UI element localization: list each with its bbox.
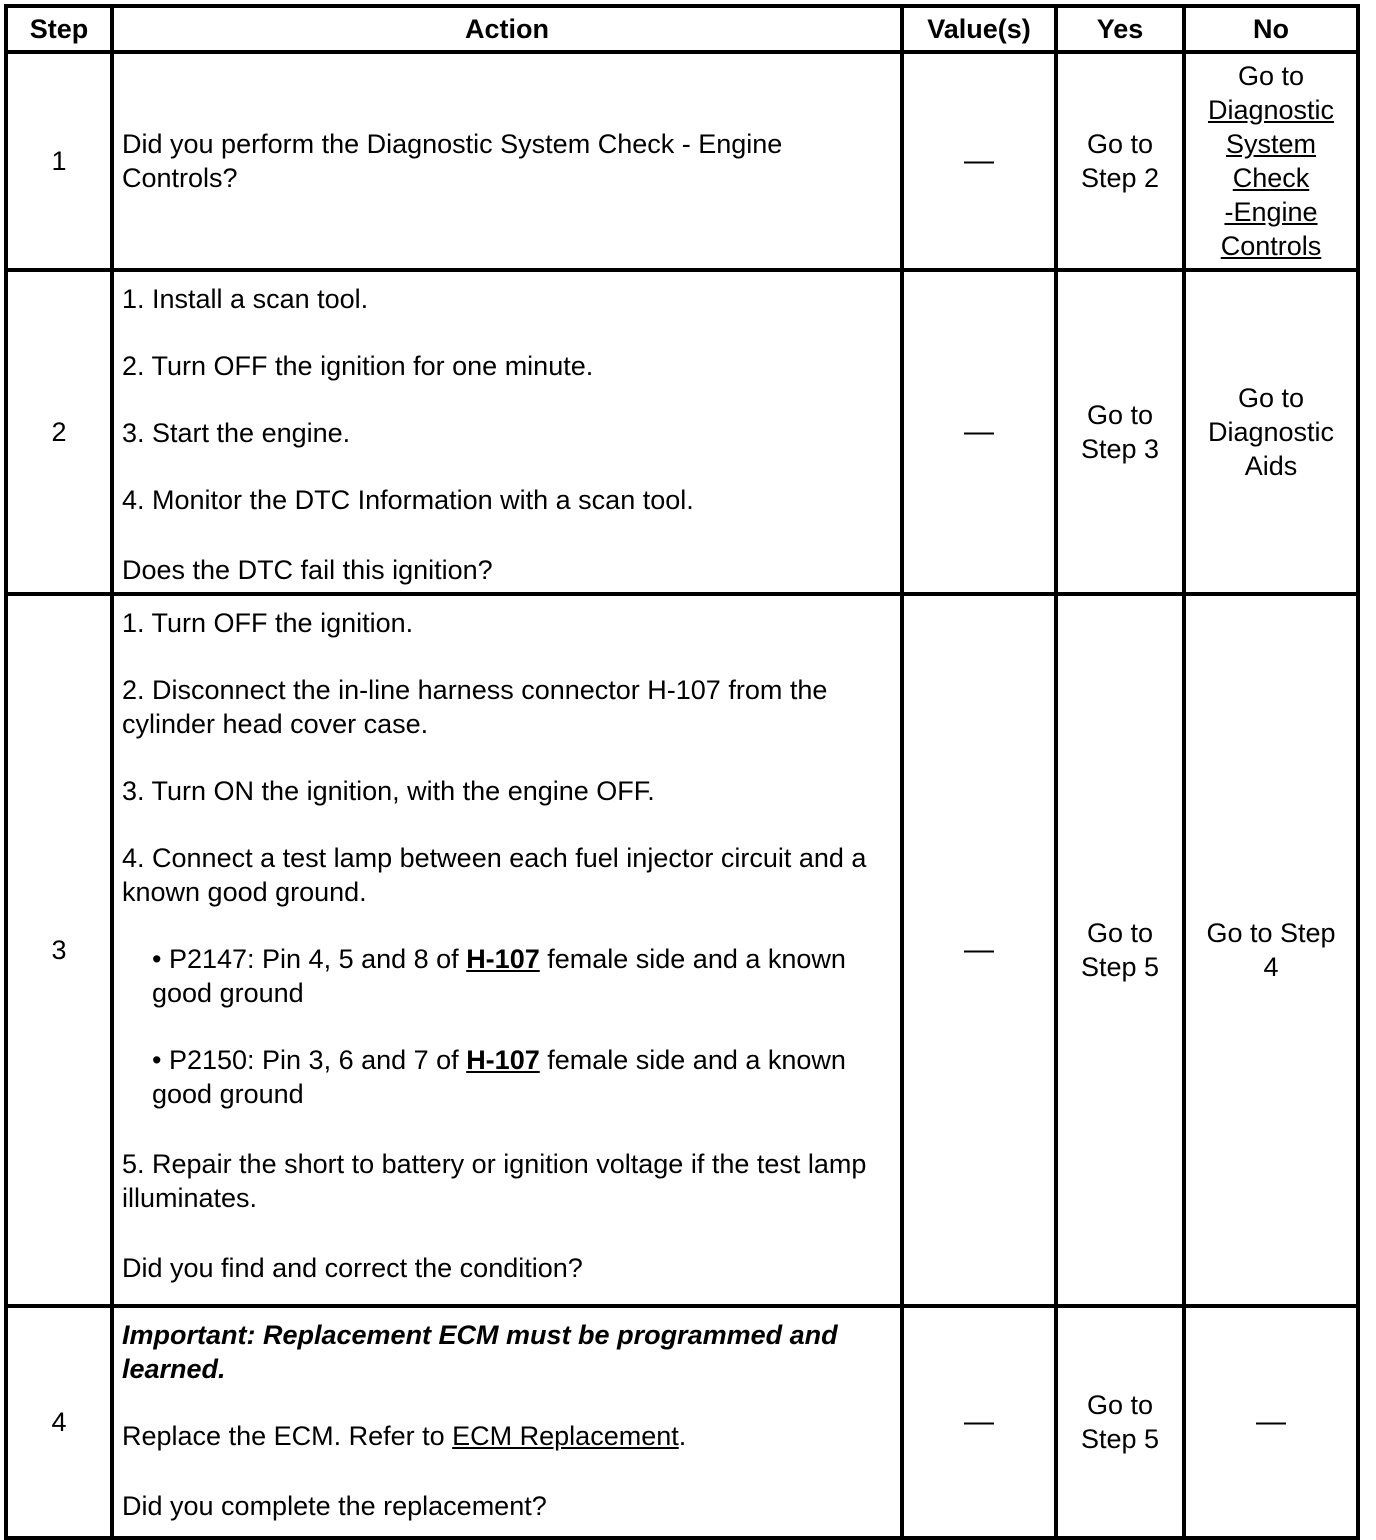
no-line: Go to [1237, 383, 1305, 413]
no-line: Go to Step [1206, 918, 1336, 948]
action-cell [112, 270, 902, 594]
step-number: 4 [6, 1306, 112, 1538]
value-cell [902, 1306, 1056, 1538]
header-step: Step [6, 6, 112, 52]
no-cell [1184, 1306, 1358, 1538]
step-number: 3 [6, 594, 112, 1306]
no-line: Diagnostic [1207, 417, 1335, 447]
h107-link[interactable]: H-107 [466, 944, 540, 974]
header-action: Action [112, 6, 902, 52]
yes-line: Go to [1086, 918, 1154, 948]
bullet-text: • P2150: Pin 3, 6 and 7 of [152, 1045, 467, 1075]
value-dash: — [964, 415, 994, 448]
diagnostic-system-check-link[interactable]: System [1225, 129, 1317, 159]
action-cell [112, 594, 902, 1306]
value-cell [902, 594, 1056, 1306]
action-text: Replace the ECM. Refer to [122, 1421, 453, 1451]
action-cell [112, 52, 902, 270]
diagnostic-table [4, 4, 1360, 1540]
no-dash: — [1256, 1405, 1286, 1438]
ecm-replacement-link[interactable]: ECM Replacement [452, 1421, 679, 1451]
action-text: . [678, 1421, 687, 1451]
no-cell [1184, 52, 1358, 270]
header-values: Value(s) [902, 6, 1056, 52]
value-cell [902, 270, 1056, 594]
action-item: 4. Monitor the DTC Information with a scan tool. [122, 485, 694, 515]
yes-cell[interactable] [1056, 594, 1184, 1306]
diagnostic-system-check-link[interactable]: Controls [1220, 231, 1322, 261]
table-row [6, 594, 1358, 1306]
action-item: 2. Turn OFF the ignition for one minute. [122, 351, 594, 381]
table-row [6, 1306, 1358, 1538]
yes-line: Step 5 [1080, 1424, 1160, 1454]
yes-line: Go to [1086, 129, 1154, 159]
yes-cell[interactable] [1056, 1306, 1184, 1538]
header-yes: Yes [1056, 6, 1184, 52]
action-cell [112, 1306, 902, 1538]
no-cell[interactable] [1184, 270, 1358, 594]
value-dash: — [964, 933, 994, 966]
action-item: 2. Disconnect the in-line harness connector H-107 from the cylinder head cover case. [122, 675, 828, 739]
header-no: No [1184, 6, 1358, 52]
action-text: Did you perform the Diagnostic System Check - Engine Controls? [122, 129, 783, 193]
action-item: 5. Repair the short to battery or ignition voltage if the test lamp illuminates. [122, 1149, 867, 1213]
action-question: Did you complete the replacement? [122, 1491, 547, 1521]
step-number: 1 [6, 52, 112, 270]
no-line: 4 [1263, 952, 1279, 982]
yes-line: Go to [1086, 400, 1154, 430]
diagnostic-system-check-link[interactable]: Diagnostic [1207, 95, 1335, 125]
action-question: Does the DTC fail this ignition? [122, 555, 493, 585]
bullet-item [122, 1043, 892, 1111]
yes-line: Step 5 [1080, 952, 1160, 982]
action-item: 1. Install a scan tool. [122, 284, 369, 314]
yes-line: Step 3 [1080, 434, 1160, 464]
bullet-text: • P2147: Pin 4, 5 and 8 of [152, 944, 467, 974]
no-line: Aids [1244, 451, 1298, 481]
action-item: 3. Start the engine. [122, 418, 351, 448]
yes-cell[interactable] [1056, 270, 1184, 594]
bullet-text: female side and a known good ground [152, 944, 846, 1008]
diagnostic-system-check-link[interactable]: Check [1232, 163, 1310, 193]
table-row [6, 270, 1358, 594]
no-prefix: Go to [1237, 61, 1305, 91]
diagnostic-system-check-link[interactable]: -Engine [1224, 197, 1318, 227]
yes-line: Step 2 [1080, 163, 1160, 193]
yes-line: Go to [1086, 1390, 1154, 1420]
bullet-item [122, 942, 892, 1010]
value-dash: — [964, 144, 994, 177]
action-item: 3. Turn ON the ignition, with the engine OFF. [122, 776, 655, 806]
no-cell[interactable] [1184, 594, 1358, 1306]
value-cell [902, 52, 1056, 270]
action-item [122, 1419, 892, 1453]
yes-cell[interactable] [1056, 52, 1184, 270]
important-note: Important: Replacement ECM must be programmed and learned. [122, 1320, 838, 1384]
h107-link[interactable]: H-107 [466, 1045, 540, 1075]
table-row [6, 52, 1358, 270]
action-question: Did you find and correct the condition? [122, 1253, 583, 1283]
value-dash: — [964, 1405, 994, 1438]
bullet-text: female side and a known good ground [152, 1045, 846, 1109]
header-row [6, 6, 1358, 52]
step-number: 2 [6, 270, 112, 594]
action-item: 4. Connect a test lamp between each fuel injector circuit and a known good ground. [122, 843, 867, 907]
action-item: 1. Turn OFF the ignition. [122, 608, 414, 638]
